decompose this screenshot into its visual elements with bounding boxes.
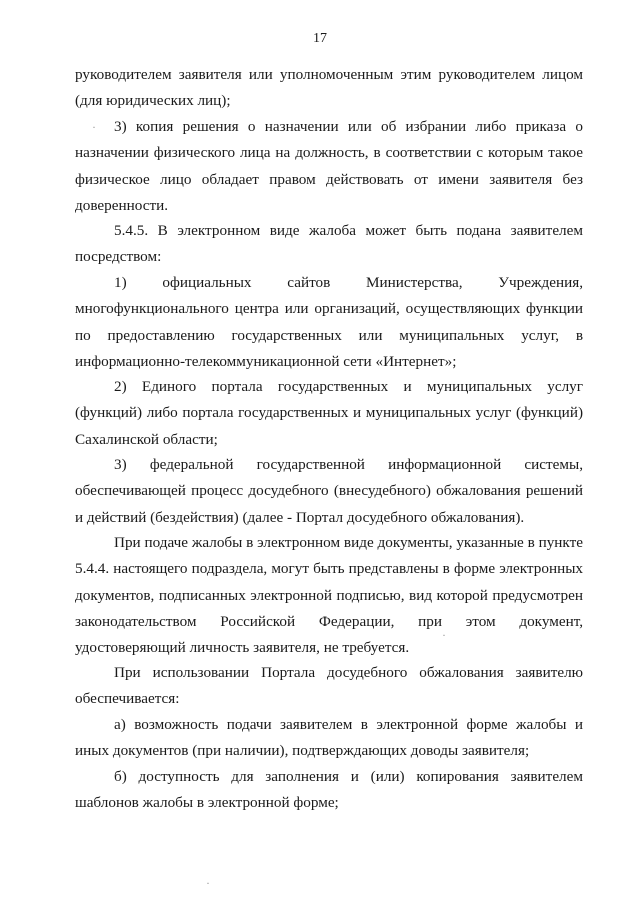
paragraph: 3) копия решения о назначении или об избрании либо приказа о назначении физического лица на должность, в соответствии с которым такое физическое лицо обладает правом действовать от имени заявителя без доверенности.: [75, 118, 583, 214]
paragraph: 2) Единого портала государственных и муниципальных услуг (функций) либо портала государственных и муниципальных услуг (функций) Сахалинской области;: [75, 378, 583, 448]
paragraph: При подаче жалобы в электронном виде документы, указанные в пункте 5.4.4. настоящего подраздела, могут быть представлены в форме электронных документов, подписанных электронной подписью, вид которой предусмотрен законодательством Российской Федерации, при этом документ, удостоверяющий личность заявителя, не требуется.: [75, 534, 583, 657]
paragraph: При использовании Портала досудебного обжалования заявителю обеспечивается:: [75, 664, 583, 708]
scan-speck: ·: [442, 628, 446, 642]
paragraph: 5.4.5. В электронном виде жалоба может быть подана заявителем посредством:: [75, 222, 583, 266]
paragraph: б) доступность для заполнения и (или) копирования заявителем шаблонов жалобы в электронной форме;: [75, 768, 583, 812]
paragraph: 3) федеральной государственной информационной системы, обеспечивающей процесс досудебного (внесудебного) обжалования решений и действий (бездействия) (далее - Портал досудебного обжалования).: [75, 456, 583, 526]
paragraph: 1) официальных сайтов Министерства, Учреждения, многофункционального центра или организаций, осуществляющих функции по предоставлению государственных или муниципальных услуг, в информационно-телекоммуникационной сети «Интернет»;: [75, 274, 583, 370]
paragraph: а) возможность подачи заявителем в электронной форме жалобы и иных документов (при наличии), подтверждающих доводы заявителя;: [75, 716, 583, 760]
scan-speck: ·: [206, 876, 210, 890]
page-number: 17: [313, 31, 327, 46]
scan-speck: ·: [92, 120, 96, 134]
paragraph: руководителем заявителя или уполномоченным этим руководителем лицом (для юридических лиц);: [75, 66, 583, 110]
